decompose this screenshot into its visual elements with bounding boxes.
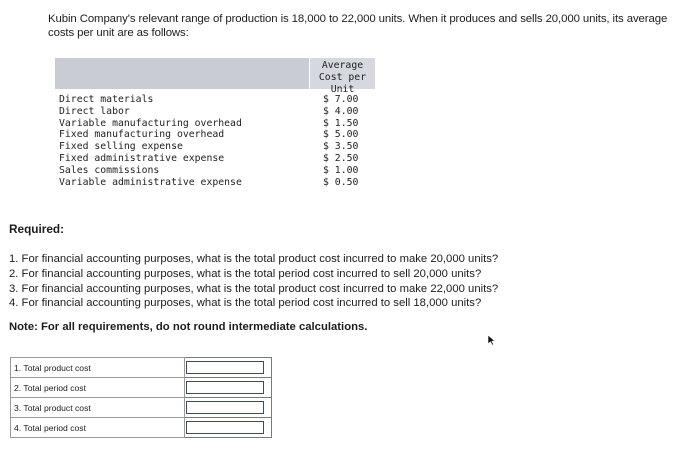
answer-input-2[interactable]	[186, 381, 264, 394]
answer-input-4[interactable]	[186, 421, 264, 434]
answer-cell	[185, 358, 272, 378]
column-header-line-1: Average	[321, 60, 364, 71]
cost-row-value: $ 5.00	[323, 129, 359, 141]
cost-row-label: Variable administrative expense	[59, 176, 242, 188]
answer-cell	[185, 398, 272, 418]
cost-values	[323, 94, 358, 188]
question-list	[9, 252, 689, 311]
cost-row-label: Direct labor	[59, 105, 130, 117]
answer-label: 2. Total period cost	[11, 378, 185, 398]
mouse-pointer-icon	[487, 333, 496, 351]
answer-cell	[185, 418, 272, 438]
cost-table-column-header	[310, 60, 375, 95]
cost-row-label: Direct materials	[59, 94, 154, 105]
column-header-line-3: Unit	[330, 83, 355, 95]
problem-intro: Kubin Company's relevant range of production is 18,000 to 22,000 units. When it produces and sells 20,000 units, its average costs per unit are as follows:	[48, 13, 668, 39]
required-heading: Required:	[9, 222, 65, 236]
answer-row	[11, 418, 272, 438]
cost-row-label: Sales commissions	[59, 164, 160, 176]
cost-row-label: Fixed administrative expense	[59, 152, 225, 164]
cost-row-value: $ 0.50	[323, 176, 359, 188]
cost-row-value: $ 1.50	[323, 117, 359, 129]
cost-table	[55, 58, 375, 194]
cost-row-value: $ 7.00	[323, 94, 359, 105]
question-item: 2. For financial accounting purposes, what is the total period cost incurred to sell 20,000 units?	[9, 267, 482, 280]
answer-cell	[185, 378, 272, 398]
answer-label: 3. Total product cost	[11, 398, 185, 418]
cost-labels	[59, 94, 242, 188]
cost-row-value: $ 2.50	[323, 152, 359, 164]
cost-row-value: $ 1.00	[323, 164, 359, 176]
answer-input-1[interactable]	[186, 361, 264, 374]
cost-table-header-shade	[55, 58, 309, 89]
cost-row-label: Fixed manufacturing overhead	[59, 129, 225, 141]
answer-input-3[interactable]	[186, 401, 264, 414]
cost-row-label: Variable manufacturing overhead	[59, 117, 242, 129]
question-item: 4. For financial accounting purposes, what is the total period cost incurred to sell 18,000 units?	[9, 297, 482, 310]
answer-row	[11, 378, 272, 398]
answer-label: 4. Total period cost	[11, 418, 185, 438]
question-item: 1. For financial accounting purposes, what is the total product cost incurred to make 20,000 units?	[9, 253, 499, 265]
answer-row	[11, 398, 272, 418]
answer-label: 1. Total product cost	[11, 358, 185, 378]
question-item: 3. For financial accounting purposes, what is the total product cost incurred to make 22,000 units?	[9, 282, 499, 295]
column-header-line-2: Cost per	[318, 71, 367, 83]
rounding-note: Note: For all requirements, do not round intermediate calculations.	[9, 321, 368, 333]
cost-row-label: Fixed selling expense	[59, 141, 183, 153]
answer-table	[10, 357, 272, 438]
cost-row-value: $ 3.50	[323, 141, 359, 153]
cost-row-value: $ 4.00	[323, 105, 359, 117]
answer-row	[11, 358, 272, 378]
